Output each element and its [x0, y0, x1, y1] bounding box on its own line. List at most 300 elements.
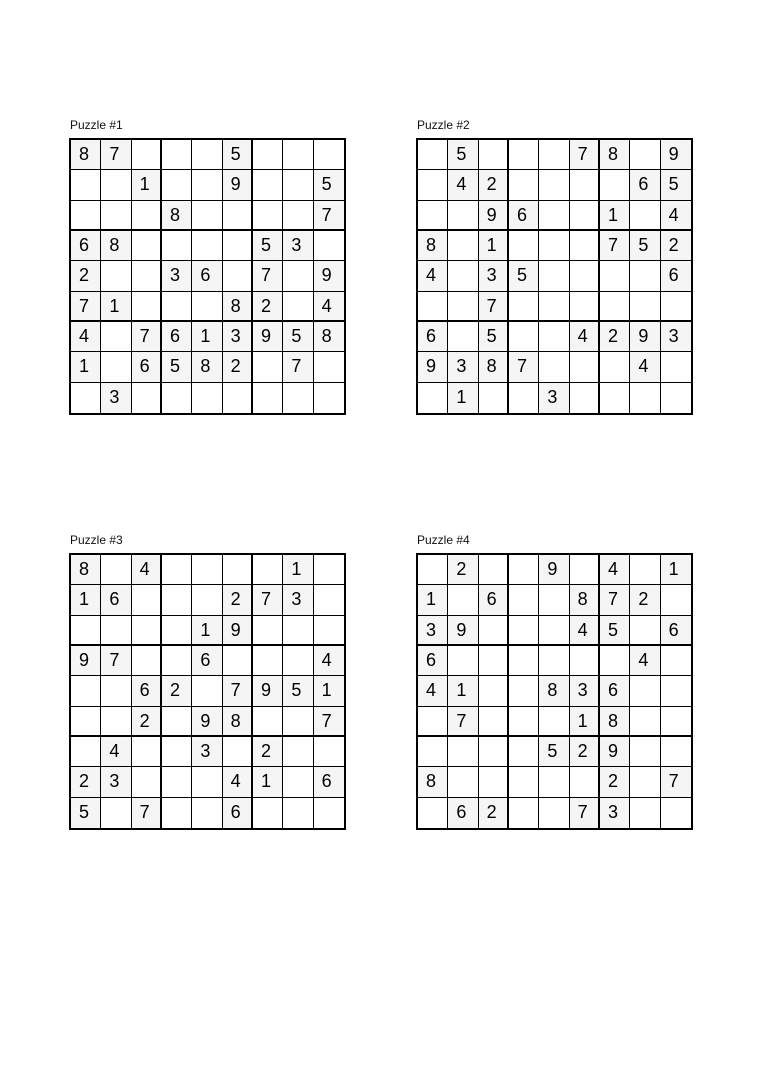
sudoku-cell[interactable]: 5 — [479, 322, 509, 352]
sudoku-cell[interactable]: 9 — [448, 616, 478, 646]
sudoku-cell[interactable]: 9 — [539, 555, 569, 585]
sudoku-cell[interactable] — [132, 201, 162, 231]
sudoku-cell[interactable] — [509, 170, 539, 200]
sudoku-cell[interactable] — [162, 616, 192, 646]
sudoku-cell[interactable] — [162, 798, 192, 828]
sudoku-cell[interactable] — [71, 707, 101, 737]
sudoku-cell[interactable] — [570, 646, 600, 676]
sudoku-cell[interactable] — [192, 676, 222, 706]
sudoku-cell[interactable] — [132, 646, 162, 676]
sudoku-cell[interactable] — [283, 767, 313, 797]
sudoku-cell[interactable]: 1 — [132, 170, 162, 200]
sudoku-cell[interactable]: 1 — [448, 383, 478, 413]
sudoku-cell[interactable]: 3 — [448, 352, 478, 382]
sudoku-cell[interactable]: 6 — [509, 201, 539, 231]
sudoku-cell[interactable]: 5 — [448, 140, 478, 170]
sudoku-cell[interactable]: 9 — [223, 616, 253, 646]
sudoku-cell[interactable] — [448, 737, 478, 767]
sudoku-cell[interactable] — [192, 201, 222, 231]
sudoku-cell[interactable]: 5 — [661, 170, 691, 200]
sudoku-cell[interactable] — [539, 292, 569, 322]
sudoku-cell[interactable]: 7 — [570, 140, 600, 170]
sudoku-cell[interactable]: 4 — [661, 201, 691, 231]
sudoku-cell[interactable]: 8 — [600, 140, 630, 170]
sudoku-cell[interactable] — [539, 767, 569, 797]
sudoku-cell[interactable]: 7 — [283, 352, 313, 382]
sudoku-cell[interactable]: 7 — [600, 585, 630, 615]
sudoku-cell[interactable] — [661, 707, 691, 737]
sudoku-cell[interactable]: 1 — [314, 676, 344, 706]
sudoku-cell[interactable] — [448, 292, 478, 322]
sudoku-cell[interactable]: 1 — [71, 352, 101, 382]
sudoku-cell[interactable]: 3 — [283, 585, 313, 615]
sudoku-cell[interactable] — [630, 767, 660, 797]
sudoku-cell[interactable]: 7 — [479, 292, 509, 322]
sudoku-cell[interactable]: 4 — [448, 170, 478, 200]
sudoku-cell[interactable]: 3 — [192, 737, 222, 767]
sudoku-cell[interactable] — [162, 707, 192, 737]
sudoku-cell[interactable]: 6 — [132, 352, 162, 382]
sudoku-cell[interactable] — [600, 646, 630, 676]
sudoku-cell[interactable] — [509, 646, 539, 676]
sudoku-cell[interactable] — [71, 201, 101, 231]
sudoku-cell[interactable]: 7 — [101, 646, 131, 676]
sudoku-cell[interactable] — [539, 170, 569, 200]
sudoku-cell[interactable] — [162, 555, 192, 585]
sudoku-cell[interactable] — [162, 231, 192, 261]
sudoku-cell[interactable]: 1 — [570, 707, 600, 737]
sudoku-cell[interactable]: 6 — [192, 646, 222, 676]
sudoku-cell[interactable] — [283, 646, 313, 676]
sudoku-cell[interactable] — [101, 322, 131, 352]
sudoku-cell[interactable]: 6 — [223, 798, 253, 828]
sudoku-cell[interactable]: 2 — [71, 261, 101, 291]
sudoku-cell[interactable] — [630, 555, 660, 585]
sudoku-cell[interactable]: 4 — [570, 322, 600, 352]
sudoku-cell[interactable] — [192, 292, 222, 322]
sudoku-cell[interactable] — [509, 555, 539, 585]
sudoku-cell[interactable] — [509, 322, 539, 352]
sudoku-cell[interactable]: 6 — [479, 585, 509, 615]
sudoku-cell[interactable] — [509, 798, 539, 828]
sudoku-cell[interactable] — [253, 170, 283, 200]
sudoku-cell[interactable] — [162, 646, 192, 676]
sudoku-cell[interactable] — [418, 707, 448, 737]
sudoku-cell[interactable]: 5 — [539, 737, 569, 767]
sudoku-cell[interactable] — [314, 616, 344, 646]
sudoku-cell[interactable] — [509, 383, 539, 413]
sudoku-cell[interactable]: 8 — [192, 352, 222, 382]
sudoku-cell[interactable]: 4 — [101, 737, 131, 767]
sudoku-cell[interactable] — [101, 707, 131, 737]
sudoku-cell[interactable] — [539, 646, 569, 676]
sudoku-cell[interactable]: 8 — [101, 231, 131, 261]
sudoku-cell[interactable] — [600, 292, 630, 322]
sudoku-cell[interactable]: 5 — [283, 676, 313, 706]
sudoku-cell[interactable]: 3 — [283, 231, 313, 261]
sudoku-cell[interactable]: 3 — [479, 261, 509, 291]
sudoku-cell[interactable] — [570, 383, 600, 413]
sudoku-cell[interactable] — [630, 201, 660, 231]
sudoku-cell[interactable] — [661, 352, 691, 382]
sudoku-cell[interactable] — [418, 170, 448, 200]
sudoku-cell[interactable]: 5 — [600, 616, 630, 646]
sudoku-cell[interactable] — [600, 170, 630, 200]
sudoku-cell[interactable]: 3 — [162, 261, 192, 291]
sudoku-cell[interactable] — [192, 383, 222, 413]
sudoku-cell[interactable]: 6 — [418, 646, 448, 676]
sudoku-cell[interactable] — [539, 798, 569, 828]
sudoku-cell[interactable]: 5 — [162, 352, 192, 382]
sudoku-cell[interactable] — [661, 798, 691, 828]
sudoku-cell[interactable] — [71, 616, 101, 646]
sudoku-cell[interactable] — [570, 767, 600, 797]
sudoku-cell[interactable] — [539, 616, 569, 646]
sudoku-cell[interactable]: 2 — [479, 170, 509, 200]
sudoku-cell[interactable]: 2 — [253, 737, 283, 767]
sudoku-cell[interactable]: 4 — [418, 676, 448, 706]
sudoku-cell[interactable]: 3 — [570, 676, 600, 706]
sudoku-cell[interactable] — [314, 383, 344, 413]
sudoku-cell[interactable] — [192, 231, 222, 261]
sudoku-cell[interactable]: 2 — [132, 707, 162, 737]
sudoku-cell[interactable]: 7 — [101, 140, 131, 170]
sudoku-cell[interactable] — [570, 170, 600, 200]
sudoku-cell[interactable]: 5 — [253, 231, 283, 261]
sudoku-cell[interactable] — [539, 231, 569, 261]
sudoku-cell[interactable]: 1 — [418, 585, 448, 615]
sudoku-cell[interactable] — [570, 201, 600, 231]
sudoku-cell[interactable]: 2 — [223, 352, 253, 382]
sudoku-cell[interactable] — [132, 383, 162, 413]
sudoku-cell[interactable]: 1 — [448, 676, 478, 706]
sudoku-cell[interactable] — [253, 140, 283, 170]
sudoku-cell[interactable] — [479, 707, 509, 737]
sudoku-cell[interactable] — [661, 383, 691, 413]
sudoku-cell[interactable]: 2 — [253, 292, 283, 322]
sudoku-cell[interactable] — [479, 646, 509, 676]
sudoku-cell[interactable]: 6 — [192, 261, 222, 291]
sudoku-cell[interactable] — [509, 231, 539, 261]
sudoku-cell[interactable] — [539, 352, 569, 382]
sudoku-cell[interactable] — [253, 352, 283, 382]
sudoku-cell[interactable] — [223, 383, 253, 413]
sudoku-cell[interactable]: 7 — [71, 292, 101, 322]
sudoku-cell[interactable] — [192, 170, 222, 200]
sudoku-cell[interactable] — [223, 555, 253, 585]
sudoku-cell[interactable] — [570, 352, 600, 382]
sudoku-cell[interactable] — [253, 707, 283, 737]
sudoku-cell[interactable]: 8 — [570, 585, 600, 615]
sudoku-cell[interactable] — [71, 676, 101, 706]
sudoku-cell[interactable]: 4 — [314, 646, 344, 676]
sudoku-cell[interactable] — [132, 140, 162, 170]
sudoku-cell[interactable] — [661, 585, 691, 615]
sudoku-cell[interactable] — [539, 201, 569, 231]
sudoku-cell[interactable] — [509, 585, 539, 615]
sudoku-cell[interactable]: 1 — [253, 767, 283, 797]
sudoku-cell[interactable] — [162, 292, 192, 322]
sudoku-cell[interactable]: 6 — [448, 798, 478, 828]
sudoku-cell[interactable]: 9 — [223, 170, 253, 200]
sudoku-cell[interactable] — [283, 201, 313, 231]
sudoku-cell[interactable] — [448, 322, 478, 352]
sudoku-cell[interactable]: 3 — [223, 322, 253, 352]
sudoku-cell[interactable]: 3 — [418, 616, 448, 646]
sudoku-cell[interactable] — [101, 798, 131, 828]
sudoku-cell[interactable]: 2 — [162, 676, 192, 706]
sudoku-cell[interactable]: 7 — [223, 676, 253, 706]
sudoku-cell[interactable] — [448, 767, 478, 797]
sudoku-cell[interactable] — [630, 140, 660, 170]
sudoku-cell[interactable] — [71, 383, 101, 413]
sudoku-cell[interactable] — [162, 585, 192, 615]
sudoku-cell[interactable]: 4 — [570, 616, 600, 646]
sudoku-cell[interactable] — [418, 140, 448, 170]
sudoku-cell[interactable] — [192, 555, 222, 585]
sudoku-cell[interactable]: 7 — [253, 261, 283, 291]
sudoku-cell[interactable]: 6 — [101, 585, 131, 615]
sudoku-cell[interactable] — [71, 737, 101, 767]
sudoku-cell[interactable]: 8 — [71, 140, 101, 170]
sudoku-cell[interactable] — [283, 261, 313, 291]
sudoku-cell[interactable]: 6 — [162, 322, 192, 352]
sudoku-cell[interactable] — [101, 676, 131, 706]
sudoku-cell[interactable] — [509, 707, 539, 737]
sudoku-cell[interactable]: 8 — [223, 707, 253, 737]
sudoku-cell[interactable] — [479, 140, 509, 170]
sudoku-cell[interactable] — [509, 676, 539, 706]
sudoku-cell[interactable]: 1 — [101, 292, 131, 322]
sudoku-cell[interactable] — [132, 767, 162, 797]
sudoku-cell[interactable]: 4 — [600, 555, 630, 585]
sudoku-cell[interactable] — [314, 352, 344, 382]
sudoku-cell[interactable] — [101, 261, 131, 291]
sudoku-cell[interactable] — [253, 201, 283, 231]
sudoku-cell[interactable] — [448, 261, 478, 291]
sudoku-cell[interactable] — [448, 585, 478, 615]
sudoku-cell[interactable]: 5 — [71, 798, 101, 828]
sudoku-cell[interactable] — [253, 383, 283, 413]
sudoku-cell[interactable] — [661, 646, 691, 676]
sudoku-cell[interactable]: 2 — [600, 322, 630, 352]
sudoku-cell[interactable]: 7 — [314, 201, 344, 231]
sudoku-cell[interactable]: 3 — [101, 767, 131, 797]
sudoku-cell[interactable]: 2 — [479, 798, 509, 828]
sudoku-cell[interactable] — [192, 767, 222, 797]
sudoku-cell[interactable]: 3 — [661, 322, 691, 352]
sudoku-cell[interactable]: 9 — [630, 322, 660, 352]
sudoku-cell[interactable]: 8 — [600, 707, 630, 737]
sudoku-cell[interactable] — [314, 737, 344, 767]
sudoku-cell[interactable] — [283, 707, 313, 737]
sudoku-cell[interactable]: 7 — [314, 707, 344, 737]
sudoku-cell[interactable] — [600, 261, 630, 291]
sudoku-cell[interactable] — [223, 261, 253, 291]
sudoku-cell[interactable] — [253, 555, 283, 585]
sudoku-cell[interactable]: 5 — [223, 140, 253, 170]
sudoku-cell[interactable]: 6 — [418, 322, 448, 352]
sudoku-cell[interactable] — [509, 616, 539, 646]
sudoku-cell[interactable]: 4 — [223, 767, 253, 797]
sudoku-cell[interactable] — [418, 555, 448, 585]
sudoku-cell[interactable] — [162, 140, 192, 170]
sudoku-cell[interactable]: 4 — [418, 261, 448, 291]
sudoku-cell[interactable]: 9 — [661, 140, 691, 170]
sudoku-cell[interactable] — [314, 140, 344, 170]
sudoku-cell[interactable] — [479, 616, 509, 646]
sudoku-cell[interactable] — [223, 201, 253, 231]
sudoku-cell[interactable]: 7 — [253, 585, 283, 615]
sudoku-cell[interactable] — [71, 170, 101, 200]
sudoku-cell[interactable] — [448, 646, 478, 676]
sudoku-cell[interactable] — [101, 352, 131, 382]
sudoku-cell[interactable]: 7 — [570, 798, 600, 828]
sudoku-cell[interactable] — [630, 707, 660, 737]
sudoku-cell[interactable] — [661, 737, 691, 767]
sudoku-cell[interactable]: 6 — [661, 261, 691, 291]
sudoku-cell[interactable]: 1 — [283, 555, 313, 585]
sudoku-cell[interactable] — [314, 585, 344, 615]
sudoku-cell[interactable]: 1 — [600, 201, 630, 231]
sudoku-cell[interactable] — [132, 737, 162, 767]
sudoku-cell[interactable] — [253, 646, 283, 676]
sudoku-cell[interactable]: 6 — [630, 170, 660, 200]
sudoku-cell[interactable] — [509, 737, 539, 767]
sudoku-cell[interactable]: 2 — [600, 767, 630, 797]
sudoku-cell[interactable]: 8 — [418, 231, 448, 261]
sudoku-cell[interactable] — [283, 383, 313, 413]
sudoku-cell[interactable]: 8 — [539, 676, 569, 706]
sudoku-cell[interactable] — [101, 201, 131, 231]
sudoku-cell[interactable] — [661, 292, 691, 322]
sudoku-cell[interactable] — [479, 737, 509, 767]
sudoku-cell[interactable] — [314, 231, 344, 261]
sudoku-cell[interactable] — [101, 555, 131, 585]
sudoku-cell[interactable] — [600, 352, 630, 382]
sudoku-cell[interactable]: 9 — [418, 352, 448, 382]
sudoku-cell[interactable]: 8 — [162, 201, 192, 231]
sudoku-cell[interactable] — [479, 767, 509, 797]
sudoku-cell[interactable] — [253, 616, 283, 646]
sudoku-cell[interactable] — [630, 292, 660, 322]
sudoku-cell[interactable] — [132, 585, 162, 615]
sudoku-cell[interactable]: 2 — [661, 231, 691, 261]
sudoku-cell[interactable]: 9 — [253, 322, 283, 352]
sudoku-cell[interactable] — [418, 383, 448, 413]
sudoku-cell[interactable]: 9 — [479, 201, 509, 231]
sudoku-cell[interactable]: 7 — [509, 352, 539, 382]
sudoku-cell[interactable] — [283, 170, 313, 200]
sudoku-cell[interactable] — [630, 737, 660, 767]
sudoku-cell[interactable] — [101, 616, 131, 646]
sudoku-cell[interactable]: 1 — [71, 585, 101, 615]
sudoku-cell[interactable] — [162, 737, 192, 767]
sudoku-cell[interactable] — [479, 676, 509, 706]
sudoku-cell[interactable]: 8 — [223, 292, 253, 322]
sudoku-cell[interactable] — [539, 322, 569, 352]
sudoku-cell[interactable]: 5 — [630, 231, 660, 261]
sudoku-cell[interactable]: 4 — [314, 292, 344, 322]
sudoku-cell[interactable] — [192, 798, 222, 828]
sudoku-cell[interactable] — [509, 140, 539, 170]
sudoku-cell[interactable]: 6 — [132, 676, 162, 706]
sudoku-cell[interactable] — [630, 798, 660, 828]
sudoku-cell[interactable]: 8 — [71, 555, 101, 585]
sudoku-cell[interactable] — [570, 292, 600, 322]
sudoku-cell[interactable] — [132, 231, 162, 261]
sudoku-cell[interactable]: 4 — [132, 555, 162, 585]
sudoku-cell[interactable]: 5 — [509, 261, 539, 291]
sudoku-cell[interactable] — [132, 616, 162, 646]
sudoku-cell[interactable] — [418, 798, 448, 828]
sudoku-cell[interactable] — [630, 383, 660, 413]
sudoku-cell[interactable] — [314, 555, 344, 585]
sudoku-cell[interactable] — [509, 767, 539, 797]
sudoku-cell[interactable]: 2 — [223, 585, 253, 615]
sudoku-cell[interactable] — [314, 798, 344, 828]
sudoku-cell[interactable]: 3 — [539, 383, 569, 413]
sudoku-cell[interactable]: 8 — [314, 322, 344, 352]
sudoku-cell[interactable]: 9 — [71, 646, 101, 676]
sudoku-cell[interactable] — [283, 140, 313, 170]
sudoku-cell[interactable] — [418, 292, 448, 322]
sudoku-cell[interactable]: 5 — [283, 322, 313, 352]
sudoku-cell[interactable]: 9 — [253, 676, 283, 706]
sudoku-cell[interactable]: 9 — [600, 737, 630, 767]
sudoku-cell[interactable] — [661, 676, 691, 706]
sudoku-cell[interactable] — [132, 261, 162, 291]
sudoku-cell[interactable]: 1 — [192, 616, 222, 646]
sudoku-cell[interactable]: 7 — [132, 798, 162, 828]
sudoku-cell[interactable] — [448, 201, 478, 231]
sudoku-cell[interactable] — [479, 555, 509, 585]
sudoku-cell[interactable]: 1 — [479, 231, 509, 261]
sudoku-cell[interactable] — [132, 292, 162, 322]
sudoku-cell[interactable] — [223, 231, 253, 261]
sudoku-cell[interactable] — [192, 585, 222, 615]
sudoku-cell[interactable] — [570, 555, 600, 585]
sudoku-cell[interactable] — [600, 383, 630, 413]
sudoku-cell[interactable]: 6 — [661, 616, 691, 646]
sudoku-cell[interactable]: 2 — [630, 585, 660, 615]
sudoku-cell[interactable]: 9 — [192, 707, 222, 737]
sudoku-cell[interactable] — [539, 261, 569, 291]
sudoku-cell[interactable] — [101, 170, 131, 200]
sudoku-cell[interactable]: 4 — [630, 352, 660, 382]
sudoku-cell[interactable]: 9 — [314, 261, 344, 291]
sudoku-cell[interactable] — [283, 798, 313, 828]
sudoku-cell[interactable] — [223, 646, 253, 676]
sudoku-cell[interactable]: 3 — [101, 383, 131, 413]
sudoku-cell[interactable] — [283, 616, 313, 646]
sudoku-cell[interactable] — [283, 737, 313, 767]
sudoku-cell[interactable]: 1 — [192, 322, 222, 352]
sudoku-cell[interactable]: 4 — [630, 646, 660, 676]
sudoku-cell[interactable]: 8 — [418, 767, 448, 797]
sudoku-cell[interactable]: 5 — [314, 170, 344, 200]
sudoku-cell[interactable]: 8 — [479, 352, 509, 382]
sudoku-cell[interactable]: 2 — [570, 737, 600, 767]
sudoku-cell[interactable]: 7 — [132, 322, 162, 352]
sudoku-cell[interactable] — [162, 170, 192, 200]
sudoku-cell[interactable]: 3 — [600, 798, 630, 828]
sudoku-cell[interactable] — [630, 616, 660, 646]
sudoku-cell[interactable] — [509, 292, 539, 322]
sudoku-cell[interactable] — [283, 292, 313, 322]
sudoku-cell[interactable]: 6 — [71, 231, 101, 261]
sudoku-cell[interactable] — [630, 676, 660, 706]
